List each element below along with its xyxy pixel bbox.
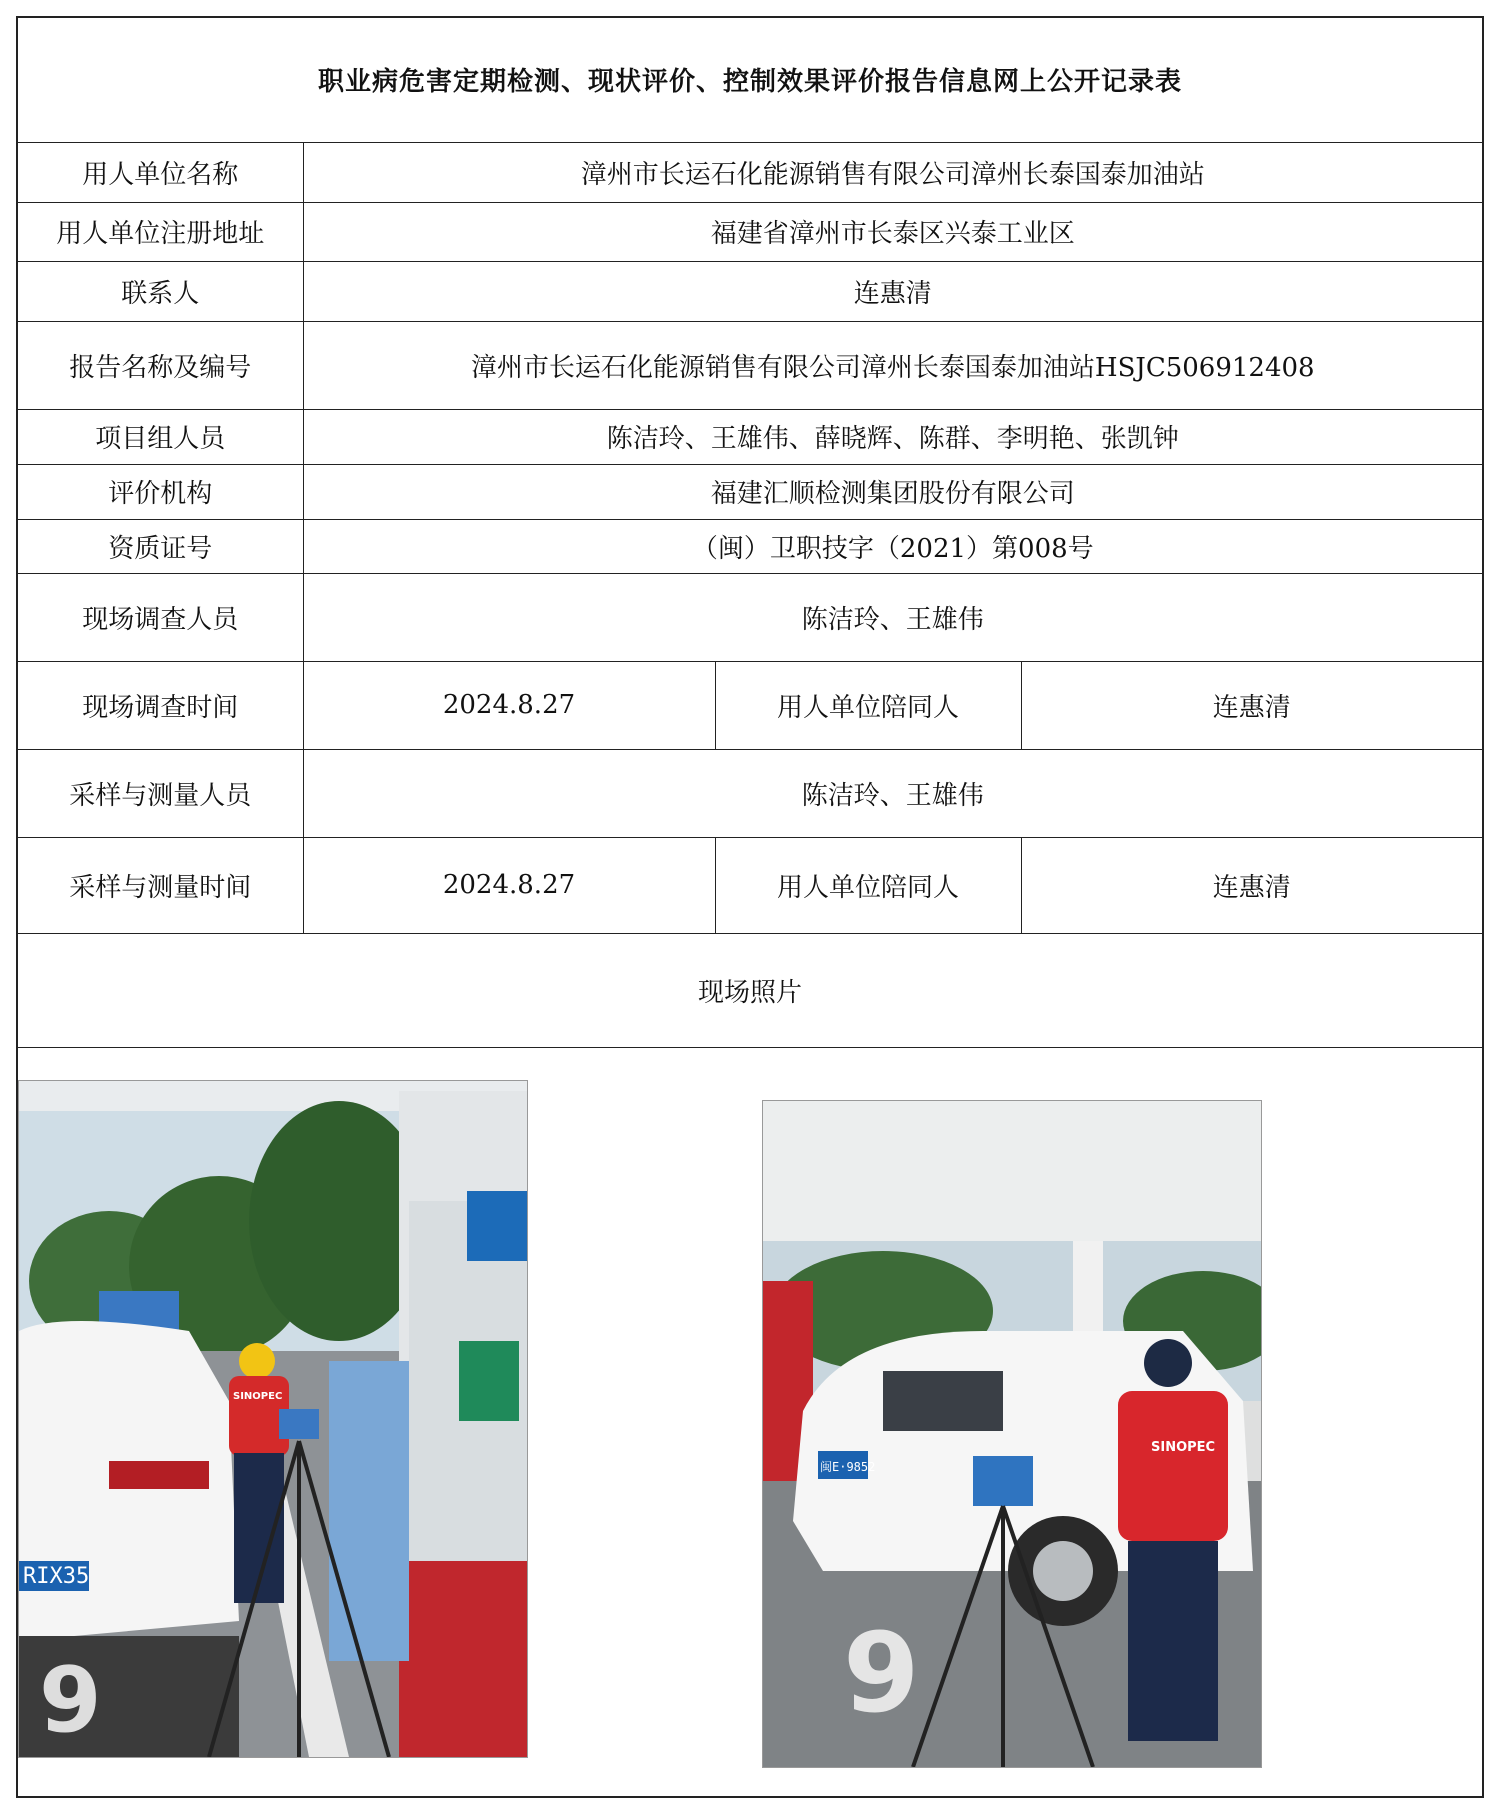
site-photo-2 <box>762 1100 1262 1768</box>
sampling-staff-label: 采样与测量人员 <box>18 749 303 837</box>
employer-address-value: 福建省漳州市长泰区兴泰工业区 <box>303 202 1482 261</box>
survey-companion-label: 用人单位陪同人 <box>715 661 1021 749</box>
survey-staff-label: 现场调查人员 <box>18 573 303 661</box>
agency-value: 福建汇顺检测集团股份有限公司 <box>303 464 1482 519</box>
employer-address-label: 用人单位注册地址 <box>18 202 303 261</box>
photos-label: 现场照片 <box>18 933 1482 1047</box>
team-label: 项目组人员 <box>18 409 303 464</box>
sampling-time-label: 采样与测量时间 <box>18 837 303 933</box>
record-table <box>18 18 1482 1048</box>
report-label: 报告名称及编号 <box>18 321 303 409</box>
survey-time-label: 现场调查时间 <box>18 661 303 749</box>
photo-1-bay-number: 9 <box>39 1648 102 1753</box>
page-title: 职业病危害定期检测、现状评价、控制效果评价报告信息网上公开记录表 <box>18 18 1482 142</box>
photo-2-bay-number: 9 <box>843 1609 920 1737</box>
site-photo-1 <box>18 1080 528 1758</box>
sampling-time-value: 2024.8.27 <box>303 837 715 933</box>
team-value: 陈洁玲、王雄伟、薛晓辉、陈群、李明艳、张凯钟 <box>303 409 1482 464</box>
sampling-companion-value: 连惠清 <box>1021 837 1482 933</box>
survey-companion-value: 连惠清 <box>1021 661 1482 749</box>
report-value: 漳州市长运石化能源销售有限公司漳州长泰国泰加油站HSJC506912408 <box>303 321 1482 409</box>
agency-label: 评价机构 <box>18 464 303 519</box>
survey-staff-value: 陈洁玲、王雄伟 <box>303 573 1482 661</box>
site-photos <box>18 1062 1482 1796</box>
employer-name-value: 漳州市长运石化能源销售有限公司漳州长泰国泰加油站 <box>303 142 1482 202</box>
contact-label: 联系人 <box>18 261 303 321</box>
sampling-staff-value: 陈洁玲、王雄伟 <box>303 749 1482 837</box>
license-label: 资质证号 <box>18 519 303 573</box>
photo-1-plate: RIX35 <box>23 1564 90 1589</box>
photo-2-plate: 闽E·9852 <box>820 1460 876 1474</box>
photo-1-brand: SINOPEC <box>233 1391 283 1402</box>
employer-name-label: 用人单位名称 <box>18 142 303 202</box>
sampling-companion-label: 用人单位陪同人 <box>715 837 1021 933</box>
record-sheet <box>16 16 1484 1798</box>
survey-time-value: 2024.8.27 <box>303 661 715 749</box>
photo-2-brand: SINOPEC <box>1151 1440 1216 1455</box>
license-value: （闽）卫职技字（2021）第008号 <box>303 519 1482 573</box>
contact-value: 连惠清 <box>303 261 1482 321</box>
